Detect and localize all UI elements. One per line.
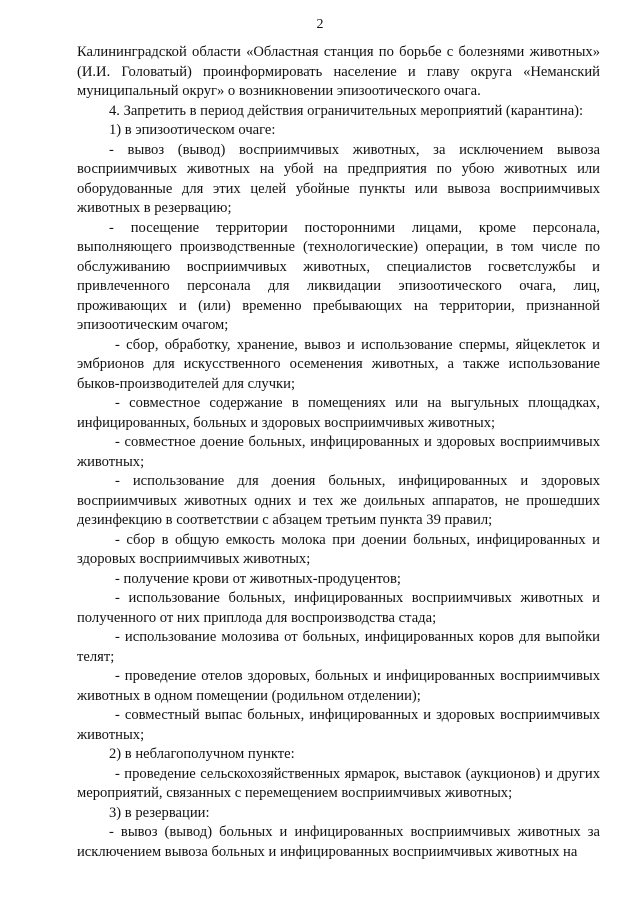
list-item: - вывоз (вывод) восприимчивых животных, за исключением вывоза восприимчивых животных на убой на предприятия по убою животных или оборудованные для этих целей убойные пункты или вывоза восприимчивых животных в резервацию; bbox=[77, 141, 600, 216]
list-item: - вывоз (вывод) больных и инфицированных восприимчивых животных за исключением вывоза больных и инфицированных восприимчивых животных на bbox=[77, 824, 600, 860]
paragraph-item-4: 4. Запретить в период действия ограничительных мероприятий (карантина): bbox=[109, 102, 584, 119]
list-item: - совместное доение больных, инфицированных и здоровых восприимчивых животных; bbox=[77, 434, 600, 470]
list-item: - совместное содержание в помещениях или на выгульных площадках, инфицированных, больных и здоровых восприимчивых животных; bbox=[77, 395, 600, 431]
page-number: 2 bbox=[316, 17, 324, 32]
subitem-1-heading: 1) в эпизоотическом очаге: bbox=[109, 122, 276, 138]
list-item: - сбор в общую емкость молока при доении больных, инфицированных и здоровых восприимчивых животных; bbox=[77, 531, 600, 567]
subitem-2-heading: 2) в неблагополучном пункте: bbox=[109, 746, 295, 762]
list-item: - сбор, обработку, хранение, вывоз и использование спермы, яйцеклеток и эмбрионов для искусственного осеменения животных, а также использование быков-производителей для случки; bbox=[77, 336, 600, 392]
list-item: - проведение отелов здоровых, больных и инфицированных восприимчивых животных в одном помещении (родильном отделении); bbox=[77, 668, 600, 704]
list-item: - использование молозива от больных, инфицированных коров для выпойки телят; bbox=[77, 629, 600, 665]
list-item: - использование больных, инфицированных восприимчивых животных и полученного от них приплода для воспроизводства стада; bbox=[77, 590, 600, 626]
document-body bbox=[77, 43, 600, 862]
paragraph-continuation: Калининградской области «Областная станция по борьбе с болезнями животных» (И.И. Головатый) проинформировать население и главу округа «Неманский муниципальный округ» о возникновении эпизоотического очага. bbox=[77, 44, 600, 99]
list-item: - совместный выпас больных, инфицированных и здоровых восприимчивых животных; bbox=[77, 707, 600, 743]
list-item: - использование для доения больных, инфицированных и здоровых восприимчивых животных одних и тех же доильных аппаратов, не прошедших дезинфекцию в соответствии с абзацем третьим пункта 39 правил; bbox=[77, 473, 600, 528]
list-item: - посещение территории посторонними лицами, кроме персонала, выполняющего производственные (технологические) операции, в том числе по обслуживанию восприимчивых животных, специалистов госветслужбы и привлеченного персонала для ликвидации эпизоотического очага, лиц, проживающих и (или) временно пребывающих на территории, признанной эпизоотическим очагом; bbox=[77, 219, 600, 333]
list-item: - проведение сельскохозяйственных ярмарок, выставок (аукционов) и других мероприятий, связанных с перемещением восприимчивых животных; bbox=[77, 765, 600, 801]
subitem-3-heading: 3) в резервации: bbox=[109, 804, 210, 821]
list-item: - получение крови от животных-продуцентов; bbox=[115, 570, 401, 587]
